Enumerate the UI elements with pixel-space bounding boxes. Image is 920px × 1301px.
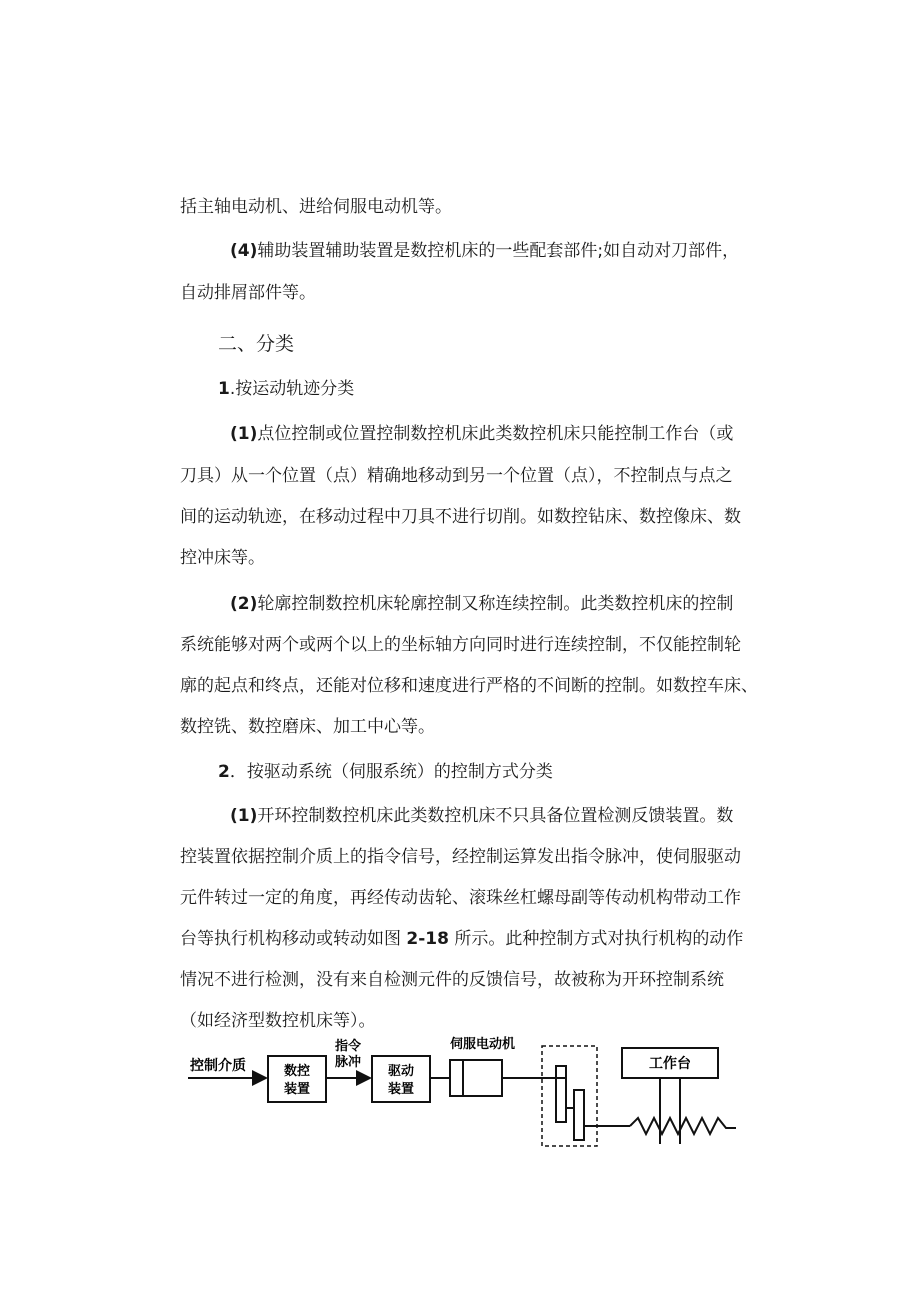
- worktable-label: 工作台: [649, 1056, 691, 1072]
- item-number: (1): [230, 424, 258, 444]
- paragraph-line: 数控铣、数控磨床、加工中心等。: [180, 717, 435, 737]
- paragraph-line: 间的运动轨迹，在移动过程中刀具不进行切削。如数控钻床、数控像床、数: [180, 507, 741, 527]
- paragraph-line: [230, 422, 733, 446]
- subsection-heading: [218, 760, 553, 784]
- paragraph-line: 控装置依据控制介质上的指令信号，经控制运算发出指令脉冲，使伺服驱动: [180, 847, 741, 867]
- paragraph-line: 元件转过一定的角度，再经传动齿轮、滚珠丝杠螺母副等传动机构带动工作: [180, 888, 741, 908]
- figure-reference: 2-18: [406, 929, 449, 949]
- servo-motor-label: 伺服电动机: [450, 1037, 516, 1052]
- heading-text: ．按驱动系统（伺服系统）的控制方式分类: [229, 762, 553, 782]
- drive-device-label-bottom: 装置: [387, 1082, 415, 1097]
- drive-device-label-top: 驱动: [387, 1064, 415, 1079]
- paragraph-line: 情况不进行检测，没有来自检测元件的反馈信号，故被称为开环控制系统: [180, 970, 724, 990]
- nc-device-label-bottom: 装置: [283, 1082, 311, 1097]
- gear-small: [556, 1066, 566, 1122]
- paragraph-line: 系统能够对两个或两个以上的坐标轴方向同时进行连续控制，不仅能控制轮: [180, 635, 741, 655]
- paragraph-text: 开环控制数控机床此类数控机床不只具备位置检测反馈装置。数: [257, 806, 734, 826]
- gearbox-outline: [542, 1046, 597, 1146]
- paragraph-text: 点位控制或位置控制数控机床此类数控机床只能控制工作台（或: [257, 424, 734, 444]
- nc-device-label-top: 数控: [283, 1064, 311, 1079]
- control-medium-label: 控制介质: [190, 1058, 246, 1074]
- heading-text: .按运动轨迹分类: [229, 379, 355, 399]
- section-heading: 二、分类: [218, 333, 295, 355]
- item-number: (2): [230, 594, 258, 614]
- open-loop-control-diagram: [180, 1036, 740, 1148]
- paragraph-line: [180, 927, 743, 951]
- paragraph-line: （如经济型数控机床等）。: [180, 1011, 376, 1031]
- paragraph-line: [230, 239, 739, 263]
- paragraph-text: 辅助装置辅助装置是数控机床的一些配套部件;如自动对刀部件，: [257, 241, 740, 261]
- heading-number: 1: [218, 379, 230, 399]
- paragraph-line: 廓的起点和终点，还能对位移和速度进行严格的不间断的控制。如数控车床、: [180, 676, 758, 696]
- subsection-heading: [218, 377, 354, 401]
- gear-large: [574, 1090, 584, 1140]
- paragraph-line: 刀具）从一个位置（点）精确地移动到另一个位置（点），不控制点与点之: [180, 466, 733, 486]
- command-pulse-label-bottom: 脉冲: [334, 1055, 362, 1070]
- paragraph-line: [230, 804, 733, 828]
- item-number: (1): [230, 806, 258, 826]
- paragraph-text: 台等执行机构移动或转动如图: [180, 929, 407, 949]
- command-pulse-label-top: 指令: [334, 1039, 362, 1054]
- item-number: (4): [230, 241, 258, 261]
- paragraph-line: 自动排屑部件等。: [180, 283, 316, 303]
- paragraph-line: 控冲床等。: [180, 548, 265, 568]
- paragraph-line: 括主轴电动机、进给伺服电动机等。: [180, 197, 452, 217]
- servo-motor-body: [450, 1060, 502, 1096]
- paragraph-text: 轮廓控制数控机床轮廓控制又称连续控制。此类数控机床的控制: [257, 594, 734, 614]
- ball-screw-thread: [630, 1118, 736, 1134]
- paragraph-line: [230, 592, 733, 616]
- heading-number: 2: [218, 762, 230, 782]
- paragraph-text: 所示。此种控制方式对执行机构的动作: [448, 929, 744, 949]
